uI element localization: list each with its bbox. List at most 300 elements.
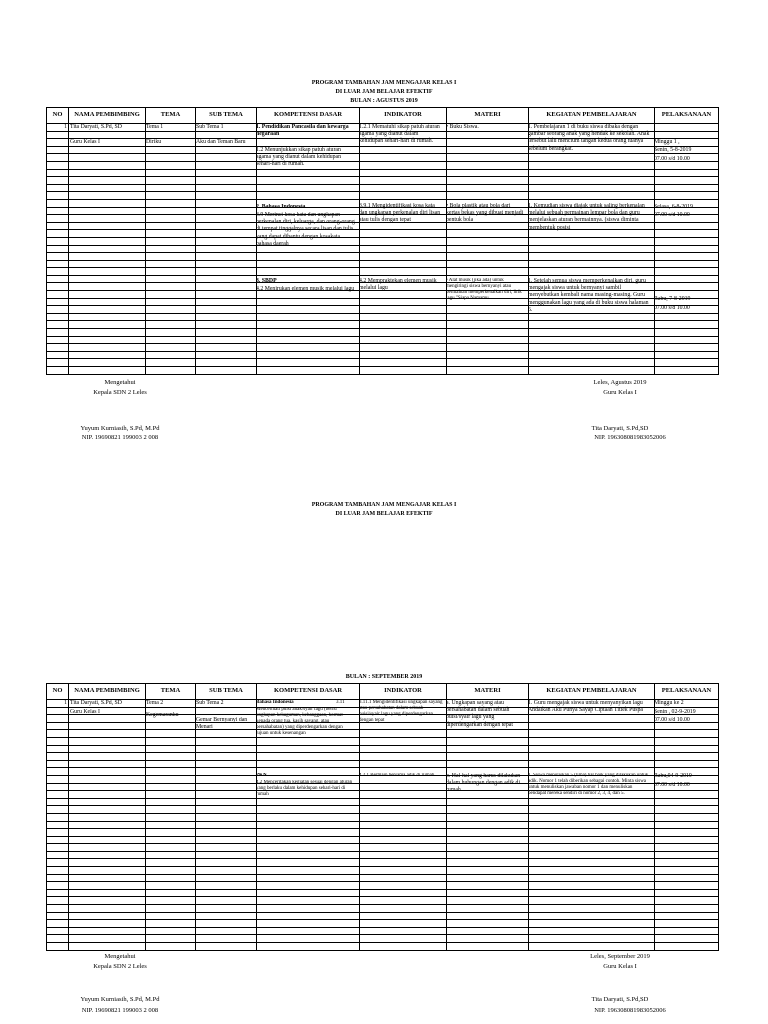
sep-pel1-date: Senin , 02-9-2019 bbox=[654, 709, 696, 715]
table-cell bbox=[69, 222, 146, 230]
table-cell bbox=[529, 753, 655, 761]
table-cell bbox=[257, 798, 360, 806]
table-row bbox=[47, 237, 719, 245]
table-cell bbox=[146, 867, 196, 875]
table-cell bbox=[196, 344, 257, 352]
sep-mat1: a. Ungkapan sayang atau persahabatan dalam sebuah puisi/syair lagu yang diperdengarkan dengan tepat bbox=[446, 700, 513, 728]
table-cell bbox=[196, 268, 257, 276]
table-cell bbox=[47, 169, 69, 177]
table-cell bbox=[47, 154, 69, 162]
table-row bbox=[47, 260, 719, 268]
table-row bbox=[47, 844, 719, 852]
sep-kd2-title: PKN bbox=[256, 773, 267, 778]
table-cell bbox=[146, 897, 196, 905]
table-cell bbox=[529, 844, 655, 852]
table-cell bbox=[146, 851, 196, 859]
table-row bbox=[47, 730, 719, 738]
table-cell bbox=[257, 298, 360, 306]
table-cell bbox=[529, 237, 655, 245]
col-header-pembimbing: NAMA PEMBIMBING bbox=[69, 108, 146, 124]
col-header-materi: MATERI bbox=[447, 684, 529, 700]
table-cell bbox=[529, 943, 655, 951]
table-cell bbox=[196, 291, 257, 299]
table-cell bbox=[47, 927, 69, 935]
table-cell bbox=[360, 753, 447, 761]
table-cell bbox=[196, 321, 257, 329]
sep-ind2: 4.2.1 Bermain bersama adik di rumah bbox=[359, 773, 435, 778]
table-cell bbox=[529, 851, 655, 859]
table-cell bbox=[360, 920, 447, 928]
table-cell bbox=[146, 298, 196, 306]
table-cell bbox=[447, 177, 529, 185]
table-cell bbox=[47, 230, 69, 238]
table-cell bbox=[146, 753, 196, 761]
col-header-tema: TEMA bbox=[146, 108, 196, 124]
table-cell bbox=[655, 791, 719, 799]
table-cell bbox=[447, 806, 529, 814]
table-cell bbox=[196, 882, 257, 890]
table-cell bbox=[47, 874, 69, 882]
table-cell bbox=[529, 192, 655, 200]
table-cell bbox=[47, 306, 69, 314]
aug-sign-left-mengetahui: Mengetahui bbox=[104, 379, 136, 386]
table-cell bbox=[360, 867, 447, 875]
table-row bbox=[47, 184, 719, 192]
table-cell bbox=[257, 927, 360, 935]
table-cell bbox=[69, 253, 146, 261]
table-cell bbox=[146, 268, 196, 276]
table-row bbox=[47, 859, 719, 867]
aug-sign-right-place-date: Leles, Agustus 2019 bbox=[593, 379, 647, 386]
table-cell bbox=[146, 359, 196, 367]
table-cell bbox=[655, 367, 719, 375]
col-header-pelaksanaan: PELAKSANAAN bbox=[655, 684, 719, 700]
sep-month: BULAN : SEPTEMBER 2019 bbox=[345, 674, 423, 680]
table-cell bbox=[529, 321, 655, 329]
table-cell bbox=[257, 177, 360, 185]
table-cell bbox=[257, 905, 360, 913]
table-cell bbox=[69, 791, 146, 799]
table-cell bbox=[529, 874, 655, 882]
table-cell bbox=[655, 753, 719, 761]
table-cell bbox=[69, 760, 146, 768]
aug-kd1-title: 1. Pendidikan Pancasila dan kewarga negaraan bbox=[256, 124, 349, 138]
table-row bbox=[47, 154, 719, 162]
sep-tema: Tema 2 bbox=[146, 700, 164, 706]
table-cell bbox=[69, 329, 146, 337]
table-cell bbox=[447, 139, 529, 147]
table-cell bbox=[529, 760, 655, 768]
table-cell bbox=[655, 844, 719, 852]
table-cell bbox=[146, 935, 196, 943]
table-row bbox=[47, 829, 719, 837]
aug-kd2-title: 2. Bahasa Indonesia bbox=[256, 204, 306, 210]
aug-pembimbing-name: Tita Daryati, S.Pd, SD bbox=[70, 124, 122, 130]
table-cell bbox=[360, 889, 447, 897]
table-cell bbox=[655, 313, 719, 321]
table-row bbox=[47, 897, 719, 905]
table-cell bbox=[447, 935, 529, 943]
table-cell bbox=[655, 798, 719, 806]
table-cell bbox=[529, 367, 655, 375]
table-cell bbox=[529, 344, 655, 352]
table-cell bbox=[655, 905, 719, 913]
table-cell bbox=[47, 844, 69, 852]
table-cell bbox=[146, 783, 196, 791]
table-cell bbox=[47, 722, 69, 730]
aug-mat3: • Alat musik (jika ada) untuk mengiringi siswa bernyanyi atau permainan memperkenalkan diri, lirik lagu "Siapa Namamu bbox=[446, 278, 522, 302]
table-cell bbox=[47, 753, 69, 761]
sep-kd1-title: Bahasa Indonesia bbox=[256, 700, 294, 705]
table-cell bbox=[360, 237, 447, 245]
table-cell bbox=[47, 192, 69, 200]
table-cell bbox=[257, 753, 360, 761]
table-cell bbox=[69, 912, 146, 920]
table-cell bbox=[196, 177, 257, 185]
table-cell bbox=[146, 199, 196, 207]
table-cell bbox=[447, 336, 529, 344]
table-cell bbox=[47, 351, 69, 359]
table-cell bbox=[69, 313, 146, 321]
table-row bbox=[47, 874, 719, 882]
table-cell bbox=[146, 344, 196, 352]
table-cell bbox=[529, 245, 655, 253]
table-cell bbox=[529, 905, 655, 913]
table-cell bbox=[69, 237, 146, 245]
table-cell bbox=[447, 874, 529, 882]
table-cell bbox=[69, 207, 146, 215]
table-cell bbox=[447, 882, 529, 890]
table-cell bbox=[69, 291, 146, 299]
table-cell bbox=[69, 154, 146, 162]
table-cell bbox=[529, 177, 655, 185]
table-cell bbox=[655, 806, 719, 814]
table-cell bbox=[146, 836, 196, 844]
table-cell bbox=[655, 283, 719, 291]
table-cell bbox=[655, 912, 719, 920]
table-cell bbox=[196, 275, 257, 283]
table-cell bbox=[146, 215, 196, 223]
aug-keg2: 1. Kemudian siswa diajak untuk saling berkenalan melalui sebuah permainan lempar bola dan guru menjelaskan aturan bermainnya. (siswa diminta membentuk posisi bbox=[528, 203, 645, 231]
table-cell bbox=[47, 707, 69, 715]
col-header-materi: MATERI bbox=[447, 108, 529, 124]
table-cell bbox=[447, 905, 529, 913]
table-cell bbox=[47, 791, 69, 799]
table-cell bbox=[529, 897, 655, 905]
table-cell bbox=[196, 943, 257, 951]
table-cell bbox=[196, 935, 257, 943]
table-cell bbox=[360, 321, 447, 329]
table-cell bbox=[196, 215, 257, 223]
table-cell bbox=[69, 737, 146, 745]
table-cell bbox=[69, 768, 146, 776]
table-cell bbox=[257, 821, 360, 829]
table-cell bbox=[47, 298, 69, 306]
aug-ind3: 4.2 Mempraktekan elemen musik melalui lagu bbox=[359, 278, 437, 292]
table-cell bbox=[196, 737, 257, 745]
table-cell bbox=[529, 798, 655, 806]
table-cell bbox=[47, 889, 69, 897]
table-cell bbox=[47, 730, 69, 738]
table-cell bbox=[146, 351, 196, 359]
sep-pel2-time: 07.00 s/d 10.00 bbox=[654, 782, 690, 788]
table-cell bbox=[69, 813, 146, 821]
table-cell bbox=[196, 359, 257, 367]
table-cell bbox=[146, 927, 196, 935]
table-cell bbox=[360, 783, 447, 791]
table-cell bbox=[196, 351, 257, 359]
sep-title-1: PROGRAM TAMBAHAN JAM MENGAJAR KELAS I bbox=[311, 502, 457, 508]
table-row bbox=[47, 753, 719, 761]
table-cell bbox=[47, 329, 69, 337]
table-row bbox=[47, 920, 719, 928]
table-cell bbox=[146, 813, 196, 821]
table-cell bbox=[196, 821, 257, 829]
table-cell bbox=[447, 760, 529, 768]
sep-kd1-number: 3.11 bbox=[336, 700, 345, 705]
table-cell bbox=[447, 245, 529, 253]
sep-title-2: DI LUAR JAM BELAJAR EFEKTIF bbox=[335, 511, 433, 517]
table-cell bbox=[360, 791, 447, 799]
table-cell bbox=[655, 737, 719, 745]
table-cell bbox=[196, 298, 257, 306]
table-row bbox=[47, 268, 719, 276]
sep-pembimbing-role: Guru Kelas I bbox=[70, 709, 100, 715]
table-cell bbox=[196, 806, 257, 814]
table-cell bbox=[447, 359, 529, 367]
table-cell bbox=[69, 920, 146, 928]
table-cell bbox=[447, 798, 529, 806]
table-cell bbox=[196, 199, 257, 207]
table-cell bbox=[655, 359, 719, 367]
table-cell bbox=[196, 131, 257, 139]
sep-kd1-text: Mencermati puisi anak/syair lagu (berisi ungkapan kekaguman, kebanggaan, hormat kepada orang tua, kasih sayang, atau persahabatan) yang diperdengarkan dengan tujuan untuk kesenangan bbox=[256, 707, 343, 737]
table-cell bbox=[196, 222, 257, 230]
table-row bbox=[47, 905, 719, 913]
table-cell bbox=[47, 829, 69, 837]
table-cell bbox=[655, 897, 719, 905]
table-cell bbox=[360, 344, 447, 352]
table-cell bbox=[447, 844, 529, 852]
table-row bbox=[47, 169, 719, 177]
table-cell bbox=[47, 344, 69, 352]
sep-pel2-date: Rabu,04-9-2019 bbox=[654, 773, 692, 779]
table-cell bbox=[47, 737, 69, 745]
table-cell bbox=[655, 882, 719, 890]
table-cell bbox=[257, 253, 360, 261]
aug-pel3-date: Rabu, 7-8-2019 bbox=[654, 296, 691, 302]
table-cell bbox=[146, 154, 196, 162]
table-cell bbox=[655, 260, 719, 268]
table-cell bbox=[257, 859, 360, 867]
table-cell bbox=[360, 192, 447, 200]
table-cell bbox=[447, 184, 529, 192]
table-cell bbox=[360, 897, 447, 905]
table-cell bbox=[196, 707, 257, 715]
aug-sign-left-position: Kepala SDN 2 Leles bbox=[93, 389, 147, 396]
table-cell bbox=[146, 760, 196, 768]
table-cell bbox=[655, 889, 719, 897]
table-cell bbox=[360, 745, 447, 753]
table-row bbox=[47, 737, 719, 745]
table-cell bbox=[257, 867, 360, 875]
table-cell bbox=[529, 313, 655, 321]
table-cell bbox=[447, 920, 529, 928]
col-header-kompetensi: KOMPETENSI DASAR bbox=[257, 684, 360, 700]
col-header-indikator: INDIKATOR bbox=[360, 108, 447, 124]
table-cell bbox=[47, 867, 69, 875]
table-row bbox=[47, 161, 719, 169]
sep-sign-left-position: Kepala SDN 2 Leles bbox=[93, 963, 147, 970]
table-row bbox=[47, 882, 719, 890]
table-cell bbox=[655, 237, 719, 245]
table-cell bbox=[146, 177, 196, 185]
table-row bbox=[47, 344, 719, 352]
table-row bbox=[47, 321, 719, 329]
table-cell bbox=[447, 268, 529, 276]
table-cell bbox=[196, 798, 257, 806]
table-cell bbox=[360, 298, 447, 306]
table-cell bbox=[447, 230, 529, 238]
table-cell bbox=[69, 245, 146, 253]
col-header-pelaksanaan: PELAKSANAAN bbox=[655, 108, 719, 124]
table-cell bbox=[47, 912, 69, 920]
table-cell bbox=[196, 230, 257, 238]
table-cell bbox=[447, 306, 529, 314]
table-cell bbox=[69, 351, 146, 359]
table-cell bbox=[69, 943, 146, 951]
table-cell bbox=[47, 359, 69, 367]
table-cell bbox=[47, 260, 69, 268]
table-cell bbox=[47, 806, 69, 814]
table-cell bbox=[360, 935, 447, 943]
table-cell bbox=[47, 851, 69, 859]
table-cell bbox=[47, 905, 69, 913]
table-cell bbox=[529, 336, 655, 344]
table-cell bbox=[196, 753, 257, 761]
table-cell bbox=[69, 882, 146, 890]
table-row bbox=[47, 813, 719, 821]
table-cell bbox=[447, 737, 529, 745]
aug-sign-right-position: Guru Kelas I bbox=[603, 389, 637, 396]
aug-row-no: 1 bbox=[64, 124, 67, 130]
table-cell bbox=[196, 897, 257, 905]
table-cell bbox=[447, 192, 529, 200]
table-row bbox=[47, 851, 719, 859]
table-cell bbox=[196, 912, 257, 920]
table-cell bbox=[655, 851, 719, 859]
table-cell bbox=[47, 184, 69, 192]
table-cell bbox=[360, 177, 447, 185]
table-cell bbox=[257, 344, 360, 352]
sep-keg1: 1. Guru mengajak siswa untuk menyanyikan lagu Andaikan Aku Punya Sayap Ciptaan Titiek Puspa bbox=[528, 700, 643, 714]
table-cell bbox=[257, 321, 360, 329]
sep-keg2: 1. Siswa menuliskan 5 (lima) hal baik yang dilakukan untuk adik. Nomor 1 telah diberikan sebagai contoh. Minta siswa untuk menuliskan jawaban nomor 1 dan menuliskan pendapat mereka sendiri di nomor 2, 3, 4, dan 5. bbox=[528, 773, 649, 797]
table-cell bbox=[146, 184, 196, 192]
table-cell bbox=[47, 199, 69, 207]
table-cell bbox=[257, 336, 360, 344]
table-cell bbox=[69, 836, 146, 844]
table-cell bbox=[257, 329, 360, 337]
table-cell bbox=[47, 715, 69, 723]
table-cell bbox=[655, 351, 719, 359]
table-cell bbox=[196, 253, 257, 261]
table-cell bbox=[257, 813, 360, 821]
table-cell bbox=[257, 268, 360, 276]
table-cell bbox=[146, 230, 196, 238]
table-cell bbox=[146, 131, 196, 139]
table-cell bbox=[196, 260, 257, 268]
table-cell bbox=[360, 737, 447, 745]
table-cell bbox=[69, 199, 146, 207]
table-cell bbox=[529, 329, 655, 337]
aug-mat2: • Bola plastik atau bola dari kertas bekas yang dibuat menjadi bentuk bola bbox=[446, 203, 524, 224]
table-cell bbox=[146, 874, 196, 882]
aug-tema-name: Diriku bbox=[146, 139, 162, 145]
table-cell bbox=[196, 207, 257, 215]
table-cell bbox=[360, 806, 447, 814]
table-cell bbox=[69, 806, 146, 814]
sep-ind1: 3.11.1 Mengidentifikasi ungkapan sayang atau persahabatan dalam sebuah puisi/syair lagu yang diperdengarkan dengan tepat bbox=[359, 700, 443, 724]
table-cell bbox=[69, 131, 146, 139]
table-cell bbox=[529, 161, 655, 169]
sep-sign-right-place-date: Leles, September 2019 bbox=[590, 953, 650, 960]
table-cell bbox=[257, 306, 360, 314]
table-row bbox=[47, 359, 719, 367]
table-cell bbox=[447, 146, 529, 154]
table-cell bbox=[196, 783, 257, 791]
table-cell bbox=[360, 912, 447, 920]
table-cell bbox=[360, 253, 447, 261]
table-cell bbox=[69, 775, 146, 783]
table-cell bbox=[146, 192, 196, 200]
aug-subtema: Sub Tema 1 bbox=[196, 124, 224, 130]
table-row bbox=[47, 806, 719, 814]
table-cell bbox=[360, 836, 447, 844]
table-cell bbox=[146, 336, 196, 344]
table-cell bbox=[196, 920, 257, 928]
table-cell bbox=[47, 207, 69, 215]
table-cell bbox=[69, 889, 146, 897]
aug-mat1: • Buku Siswa. bbox=[446, 124, 479, 130]
table-cell bbox=[196, 306, 257, 314]
table-cell bbox=[360, 905, 447, 913]
table-cell bbox=[529, 889, 655, 897]
table-cell bbox=[257, 169, 360, 177]
table-cell bbox=[69, 844, 146, 852]
table-cell bbox=[69, 867, 146, 875]
table-cell bbox=[257, 367, 360, 375]
table-cell bbox=[655, 821, 719, 829]
table-row bbox=[47, 245, 719, 253]
table-cell bbox=[655, 935, 719, 943]
table-cell bbox=[69, 722, 146, 730]
table-cell bbox=[69, 859, 146, 867]
table-cell bbox=[47, 783, 69, 791]
table-cell bbox=[69, 306, 146, 314]
table-cell bbox=[196, 161, 257, 169]
table-cell bbox=[360, 268, 447, 276]
table-cell bbox=[146, 806, 196, 814]
aug-pel1-date: Senin, 5-8-2019 bbox=[654, 147, 692, 153]
sep-mat2: b. Hal-hal yang harus dilakukan dalam hubungan dengan adik di rumah bbox=[446, 773, 521, 794]
sep-tema-name: Kegemaranku bbox=[146, 712, 179, 718]
table-cell bbox=[257, 806, 360, 814]
table-cell bbox=[47, 268, 69, 276]
table-cell bbox=[69, 829, 146, 837]
table-cell bbox=[655, 836, 719, 844]
aug-pel3-time: 07.00 s/d 10.00 bbox=[654, 305, 690, 311]
